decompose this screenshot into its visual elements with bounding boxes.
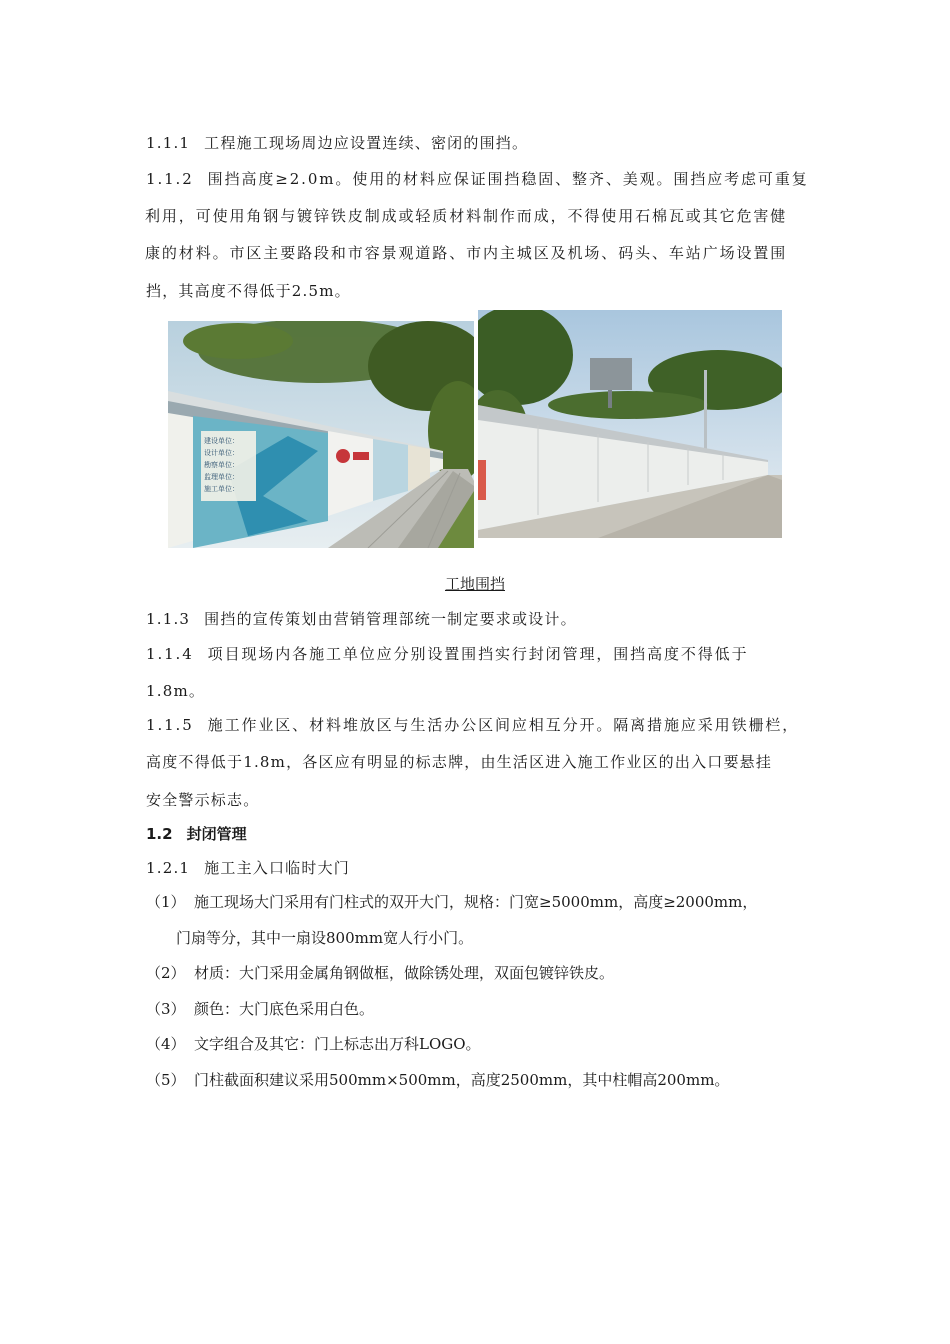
clause-1-1-4-line2: 1.8m。 — [146, 682, 206, 700]
sign-line-3: 勘察单位： — [204, 461, 239, 469]
section-heading-1-2: 1.2 封闭管理 — [146, 825, 247, 843]
clause-1-2-1: 1.2.1 施工主入口临时大门 — [146, 859, 350, 877]
figure-caption: 工地围挡 — [444, 575, 505, 593]
clause-1-1-1: 1.1.1 工程施工现场周边应设置连续、密闭的围挡。 — [146, 134, 529, 152]
sign-line-4: 监理单位： — [204, 473, 239, 481]
hoarding-photo-right-image — [478, 310, 782, 538]
list-item-5: （5） 门柱截面积建议采用500mm×500mm，高度2500mm，其中柱帽高200mm。 — [146, 1071, 730, 1089]
list-item-1-line2: 门扇等分，其中一扇设800mm宽人行小门。 — [176, 929, 474, 947]
clause-1-1-5-line2: 高度不得低于1.8m，各区应有明显的标志牌，由生活区进入施工作业区的出入口要悬挂 — [146, 753, 773, 771]
clause-1-1-4: 1.1.4 项目现场内各施工单位应分别设置围挡实行封闭管理，围挡高度不得低于 — [146, 645, 749, 663]
clause-1-1-2-line2: 利用，可使用角钢与镀锌铁皮制成或轻质材料制作而成，不得使用石棉瓦或其它危害健 — [145, 207, 788, 225]
list-item-1: （1） 施工现场大门采用有门柱式的双开大门，规格：门宽≥5000mm，高度≥2000mm， — [146, 893, 758, 911]
clause-1-1-5-line3: 安全警示标志。 — [146, 791, 260, 809]
hoarding-photo-left-image — [168, 321, 474, 548]
list-item-4: （4） 文字组合及其它：门上标志出万科LOGO。 — [146, 1035, 481, 1053]
hoarding-photo-left — [168, 321, 474, 548]
clause-1-1-3: 1.1.3 围挡的宣传策划由营销管理部统一制定要求或设计。 — [146, 610, 577, 628]
sign-line-2: 设计单位： — [204, 449, 239, 457]
hoarding-photo-right — [478, 310, 782, 538]
sign-line-1: 建设单位： — [204, 437, 239, 445]
clause-1-1-2: 1.1.2 围挡高度≥2.0m。使用的材料应保证围挡稳固、整齐、美观。围挡应考虑可重复 — [146, 170, 809, 188]
sign-line-5: 施工单位： — [204, 485, 239, 493]
clause-1-1-2-line3: 康的材料。市区主要路段和市容景观道路、市内主城区及机场、码头、车站广场设置围 — [145, 244, 788, 262]
clause-1-1-5: 1.1.5 施工作业区、材料堆放区与生活办公区间应相互分开。隔离措施应采用铁栅栏， — [146, 716, 800, 734]
list-item-2: （2） 材质：大门采用金属角钢做框，做除锈处理，双面包镀锌铁皮。 — [146, 964, 615, 982]
clause-1-1-2-line4: 挡，其高度不得低于2.5m。 — [146, 282, 351, 300]
list-item-3: （3） 颜色：大门底色采用白色。 — [146, 1000, 375, 1018]
